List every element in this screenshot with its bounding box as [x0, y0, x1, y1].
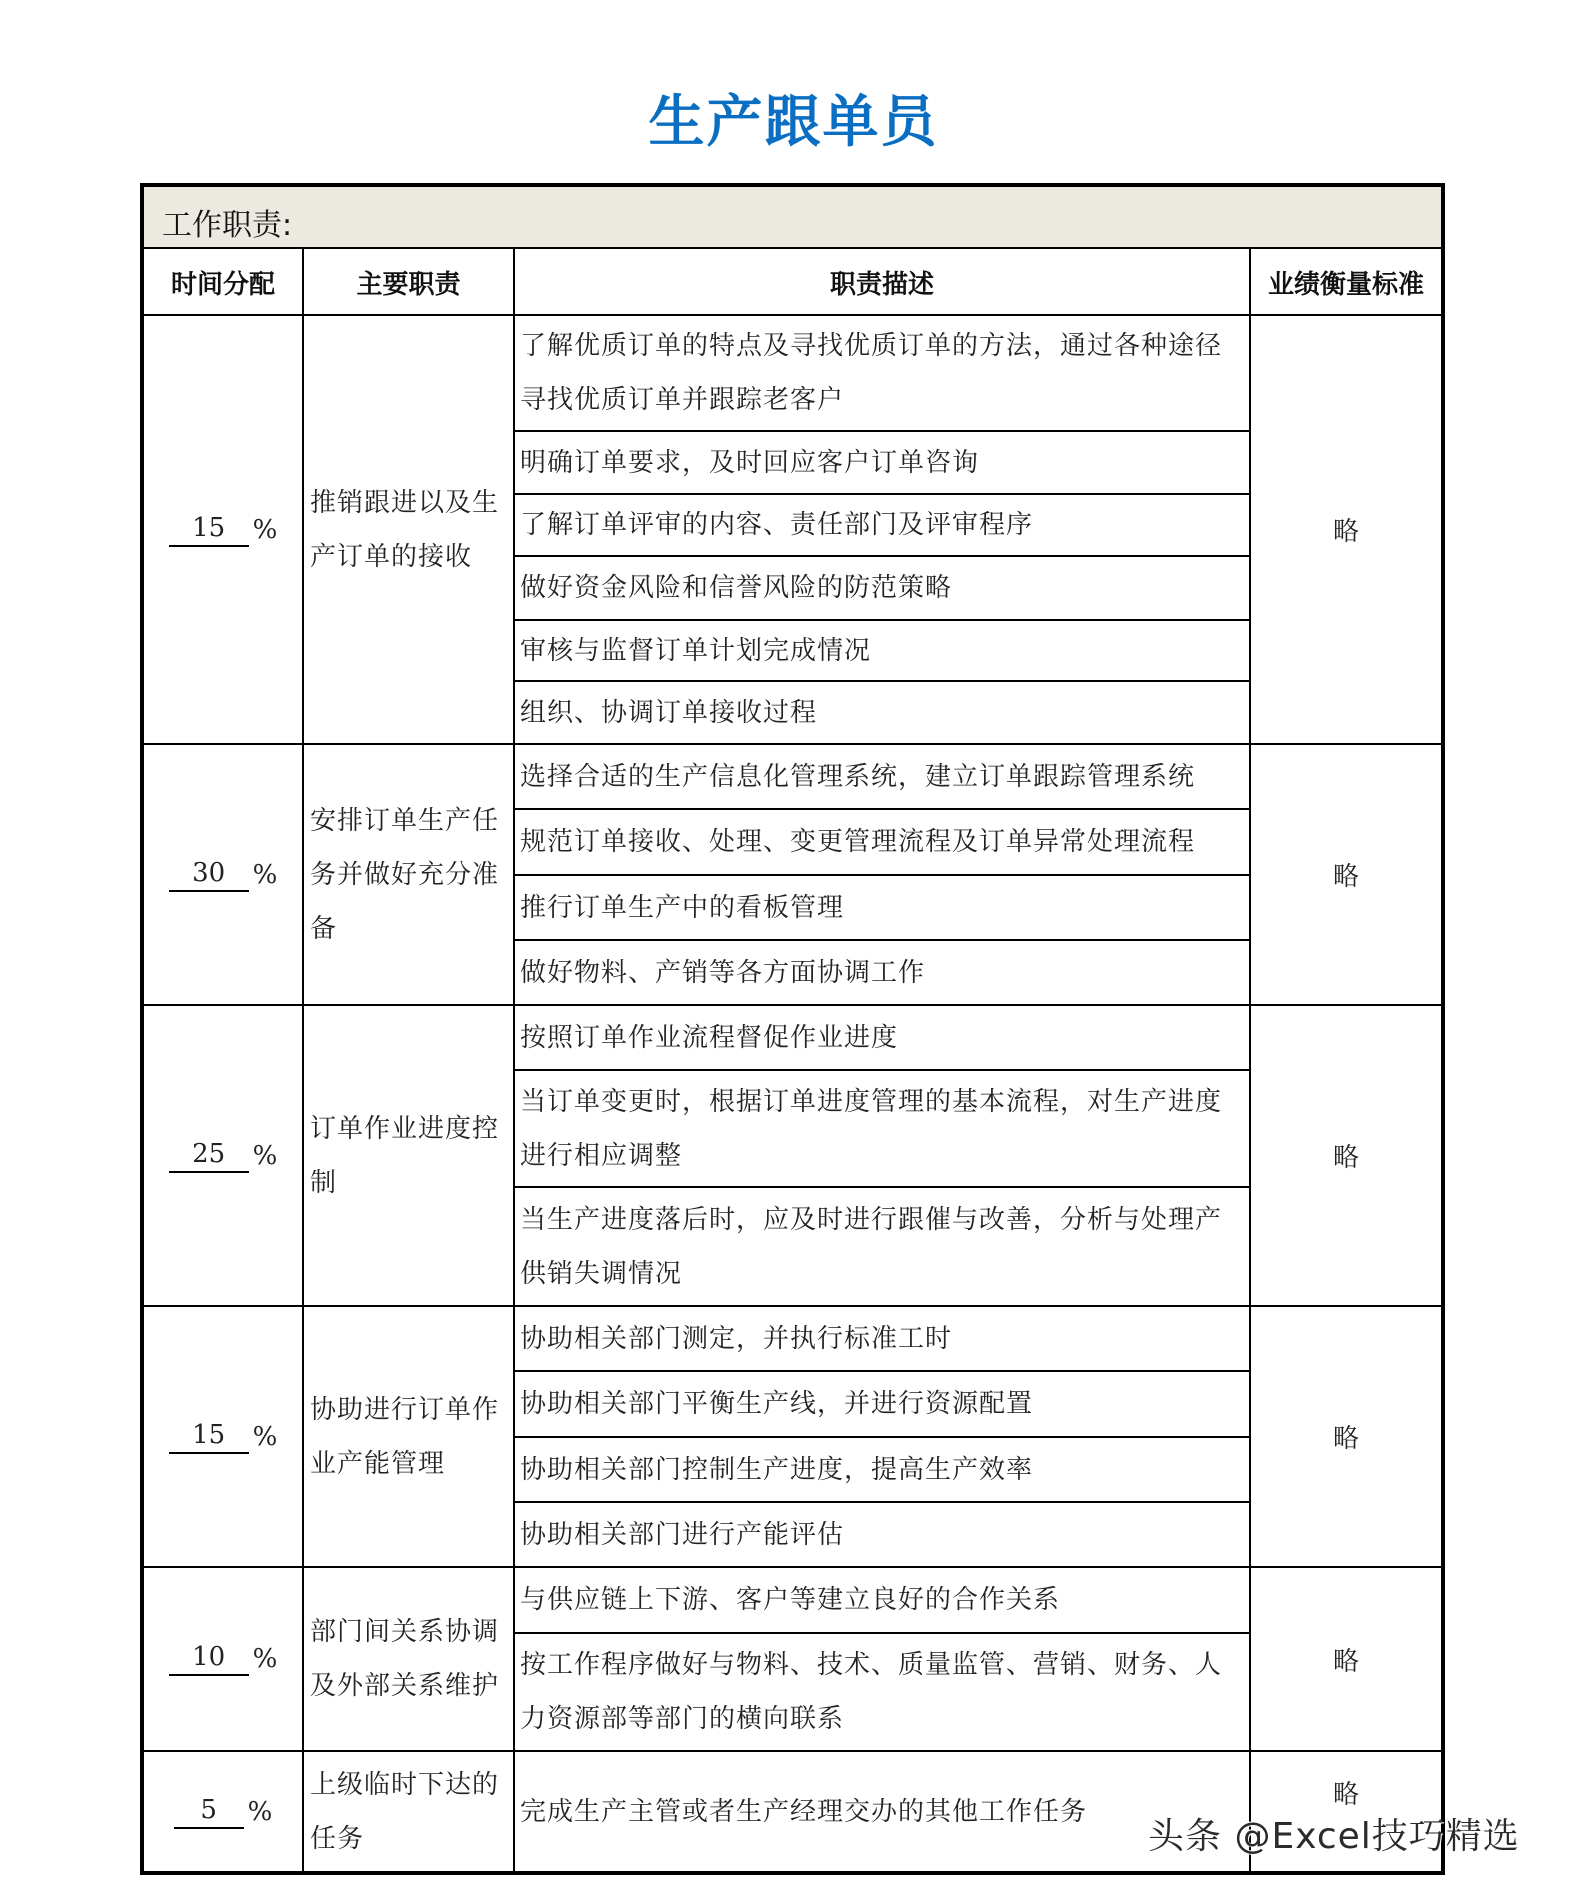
- main-duty: 协助进行订单作业产能管理: [310, 1394, 500, 1479]
- description-item: 当生产进度落后时，应及时进行跟催与改善，分析与处理产供销失调情况: [520, 1204, 1223, 1289]
- description-item: 规范订单接收、处理、变更管理流程及订单异常处理流程: [520, 827, 1196, 857]
- section-label: 工作职责:: [162, 208, 293, 243]
- time-allocation: [144, 745, 302, 1004]
- watermark: 头条 @Excel技巧精选: [1148, 1816, 1520, 1857]
- performance-standard: 略: [1332, 1646, 1359, 1677]
- description-item: 完成生产主管或者生产经理交办的其他工作任务: [520, 1796, 1088, 1827]
- description-item: 了解优质订单的特点及寻找优质订单的方法，通过各种途径寻找优质订单并跟踪老客户: [520, 331, 1223, 415]
- performance-standard: 略: [1332, 517, 1359, 547]
- performance-standard: 略: [1332, 1424, 1359, 1454]
- time-percent-value: 5: [174, 1795, 244, 1829]
- section-header: [144, 187, 1441, 249]
- description-item: 当订单变更时，根据订单进度管理的基本流程，对生产进度进行相应调整: [520, 1086, 1223, 1171]
- percent-sign: %: [252, 1644, 278, 1674]
- main-duty: 安排订单生产任务并做好充分准备: [310, 805, 500, 944]
- column-header-description: 职责描述: [829, 269, 934, 300]
- description-item: 协助相关部门测定，并执行标准工时: [520, 1323, 953, 1354]
- description-item: 按照订单作业流程督促作业进度: [520, 1022, 899, 1053]
- main-duty: 推销跟进以及生产订单的接收: [310, 487, 500, 572]
- description-item: 做好物料、产销等各方面协调工作: [520, 957, 926, 988]
- description-item: 按工作程序做好与物料、技术、质量监管、营销、财务、人力资源部等部门的横向联系: [520, 1650, 1223, 1734]
- performance-standard: 略: [1332, 862, 1359, 892]
- time-percent-value: 30: [169, 858, 249, 892]
- column-header-time: 时间分配: [170, 269, 275, 300]
- description-item: 与供应链上下游、客户等建立良好的合作关系: [520, 1585, 1061, 1615]
- time-allocation: [144, 316, 302, 743]
- time-percent-value: 15: [169, 513, 249, 547]
- percent-sign: %: [247, 1796, 273, 1827]
- description-item: 审核与监督订单计划完成情况: [520, 635, 872, 666]
- percent-sign: %: [252, 1421, 278, 1452]
- description-item: 明确订单要求，及时回应客户订单咨询: [520, 447, 980, 478]
- duty-table: [140, 183, 1445, 1875]
- description-item: 了解订单评审的内容、责任部门及评审程序: [520, 510, 1034, 540]
- percent-sign: %: [252, 1140, 278, 1171]
- performance-standard: 略: [1332, 1779, 1359, 1810]
- time-allocation: [144, 1006, 302, 1305]
- description-item: 做好资金风险和信誉风险的防范策略: [520, 573, 953, 603]
- description-item: 推行订单生产中的看板管理: [520, 892, 845, 923]
- percent-sign: %: [252, 859, 278, 890]
- column-header-duty: 主要职责: [356, 269, 461, 300]
- time-allocation: [144, 1568, 302, 1750]
- main-duty: 上级临时下达的任务: [310, 1769, 500, 1854]
- column-header-standard: 业绩衡量标准: [1267, 269, 1424, 300]
- description-item: 选择合适的生产信息化管理系统，建立订单跟踪管理系统: [520, 761, 1196, 792]
- performance-standard: 略: [1332, 1143, 1359, 1173]
- description-item: 协助相关部门控制生产进度，提高生产效率: [520, 1454, 1034, 1485]
- main-duty: 部门间关系协调及外部关系维护: [310, 1617, 500, 1701]
- description-item: 组织、协调订单接收过程: [520, 697, 818, 728]
- time-percent-value: 15: [169, 1420, 249, 1454]
- page-title: 生产跟单员: [648, 90, 939, 155]
- main-duty: 订单作业进度控制: [310, 1113, 500, 1198]
- percent-sign: %: [252, 514, 278, 545]
- description-item: 协助相关部门平衡生产线，并进行资源配置: [520, 1389, 1034, 1419]
- time-allocation: [144, 1752, 302, 1871]
- time-percent-value: 25: [169, 1139, 249, 1173]
- time-allocation: [144, 1307, 302, 1566]
- description-item: 协助相关部门进行产能评估: [520, 1519, 845, 1550]
- time-percent-value: 10: [169, 1642, 249, 1676]
